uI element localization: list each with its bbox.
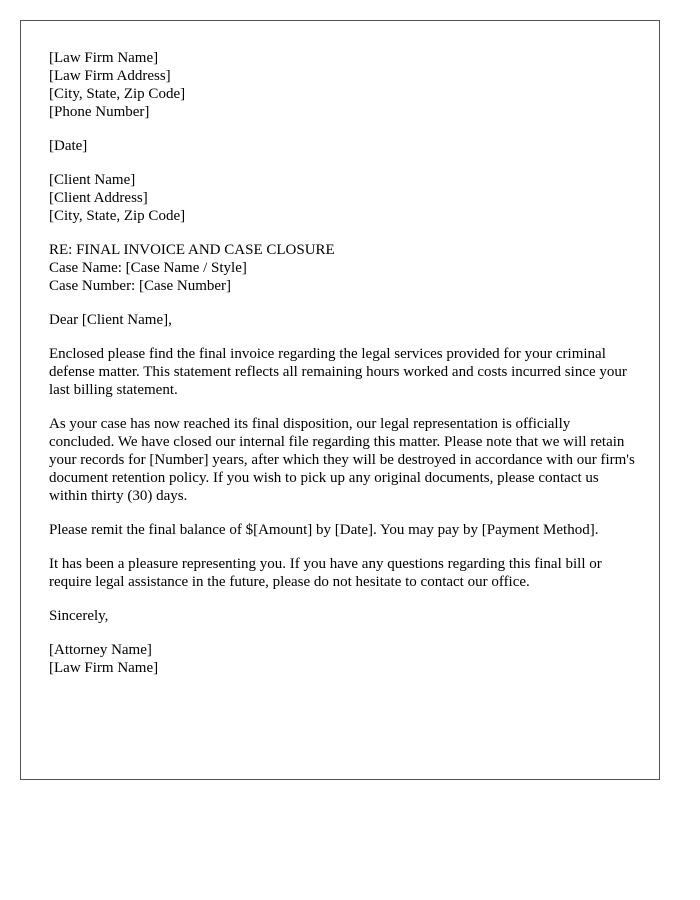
letter-body	[49, 49, 639, 693]
client-name: [Client Name]	[49, 172, 136, 188]
client-city-state-zip: [City, State, Zip Code]	[49, 208, 186, 224]
signature-firm-name: [Law Firm Name]	[49, 660, 159, 676]
attorney-name: [Attorney Name]	[49, 642, 152, 658]
firm-name: [Law Firm Name]	[49, 50, 159, 66]
case-name: Case Name: [Case Name / Style]	[49, 260, 247, 276]
firm-address: [Law Firm Address]	[49, 68, 171, 84]
letter-date	[49, 137, 639, 155]
closing: Sincerely,	[49, 608, 109, 624]
salutation: Dear [Client Name],	[49, 312, 172, 328]
signature-block	[49, 641, 639, 677]
re-block	[49, 241, 639, 295]
paragraph-invoice: Enclosed please find the final invoice regarding the legal services provided for your criminal defense matter. This statement reflects all remaining hours worked and costs incurred since your last billing statement.	[49, 346, 627, 398]
client-address-block	[49, 171, 639, 225]
re-subject: RE: FINAL INVOICE AND CASE CLOSURE	[49, 242, 335, 258]
case-number: Case Number: [Case Number]	[49, 278, 232, 294]
firm-phone: [Phone Number]	[49, 104, 150, 120]
firm-city-state-zip: [City, State, Zip Code]	[49, 86, 186, 102]
date-text: [Date]	[49, 138, 88, 154]
client-address: [Client Address]	[49, 190, 148, 206]
letter-page	[20, 20, 660, 780]
paragraph-payment: Please remit the final balance of $[Amount] by [Date]. You may pay by [Payment Method].	[49, 522, 599, 538]
firm-header	[49, 49, 639, 121]
paragraph-closure: As your case has now reached its final disposition, our legal representation is officially concluded. We have closed our internal file regarding this matter. Please note that we will retain your records for [Number] years, after which they will be destroyed in accordance with our firm's document retention policy. If you wish to pick up any original documents, please contact us within thirty (30) days.	[49, 416, 635, 504]
paragraph-thanks: It has been a pleasure representing you. If you have any questions regarding this final bill or require legal assistance in the future, please do not hesitate to contact our office.	[49, 556, 602, 590]
